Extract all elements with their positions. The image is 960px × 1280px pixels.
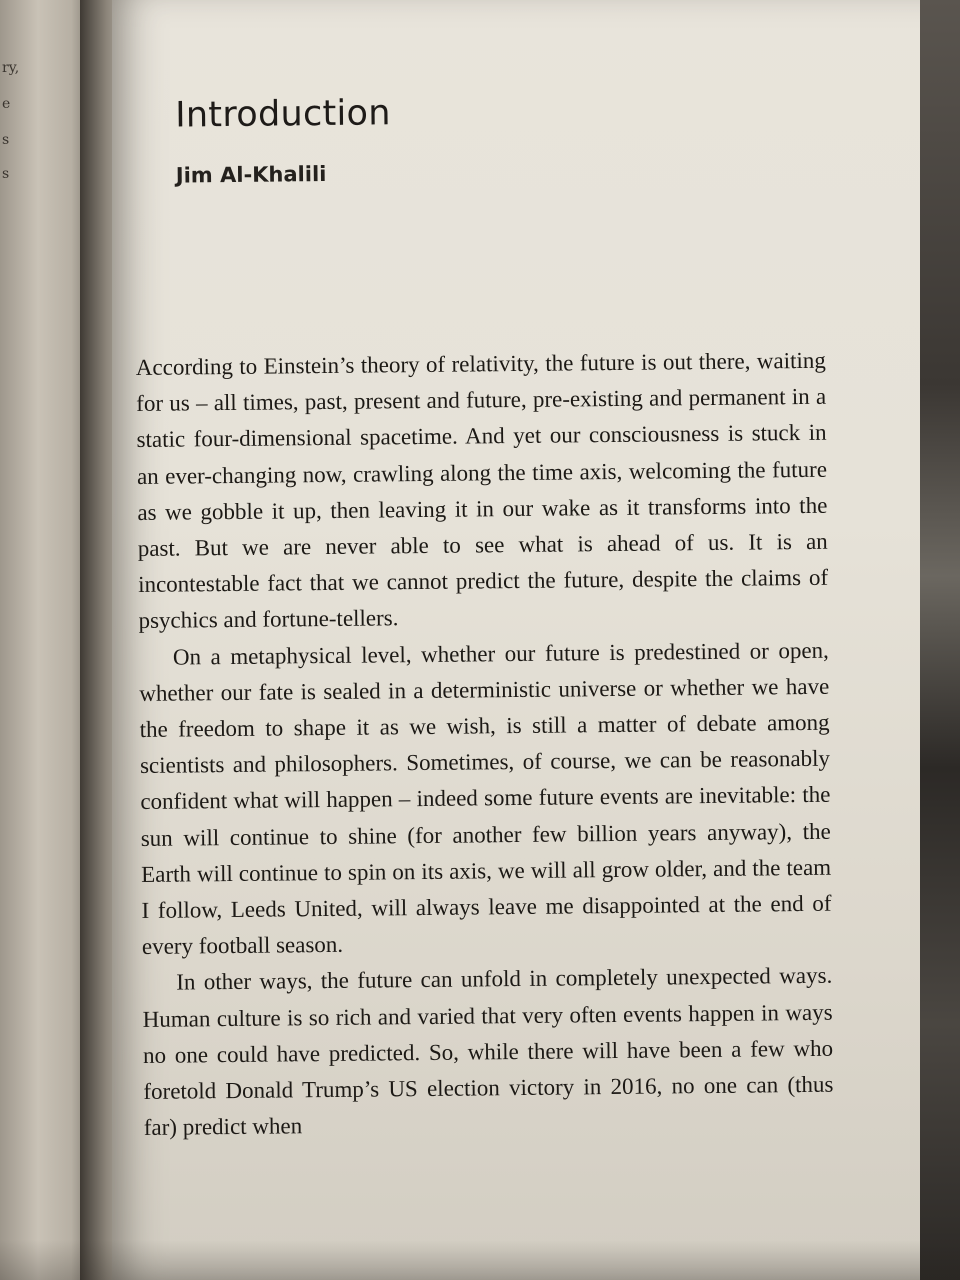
facing-page-fragment: e [2,96,11,112]
body-text [136,343,834,1147]
paragraph: In other ways, the future can unfold in completely unexpected ways. Human culture is so rich and varied that very often events happen in ways no one could have predicted. So, while there will have been a few who foretold Donald Trump’s US election victory in 2016, no one can (thus far) predict when [142,963,834,1141]
chapter-author: Jim Al-Khalili [175,161,327,188]
facing-page-fragment: s [2,132,10,148]
facing-page-fragment: s [2,166,10,182]
paragraph: On a metaphysical level, whether our future is predestined or open, whether our fate is sealed in a deterministic universe or whether we have the freedom to shape it as we wish, is still a matter of debate among scientists and philosophers. Sometimes, of course, we can be reasonably confident what will happen – indeed some future events are inevitable: the sun will continue to shine (for another few billion years anyway), the Earth will continue to spin on its axis, we will all grow older, and the team I follow, Leeds United, will always leave me disappointed at the end of every football season. [139,637,832,960]
bottom-shadow [0,1240,960,1280]
book-page [112,0,920,1280]
paragraph: According to Einstein’s theory of relativity, the future is out there, waiting for us – all times, past, present and future, pre-existing and permanent in a static four-dimensional spacetime. And yet our consciousness is stuck in an ever-changing now, crawling along the time axis, welcoming the future as we gobble it up, then leaving it in our wake as it transforms into the past. But we are never able to see what is ahead of us. It is an incontestable fact that we cannot predict the future, despite the claims of psychics and fortune-tellers. [135,347,829,634]
chapter-title: Introduction [175,93,391,136]
facing-page-fragment: ry, [2,60,20,76]
